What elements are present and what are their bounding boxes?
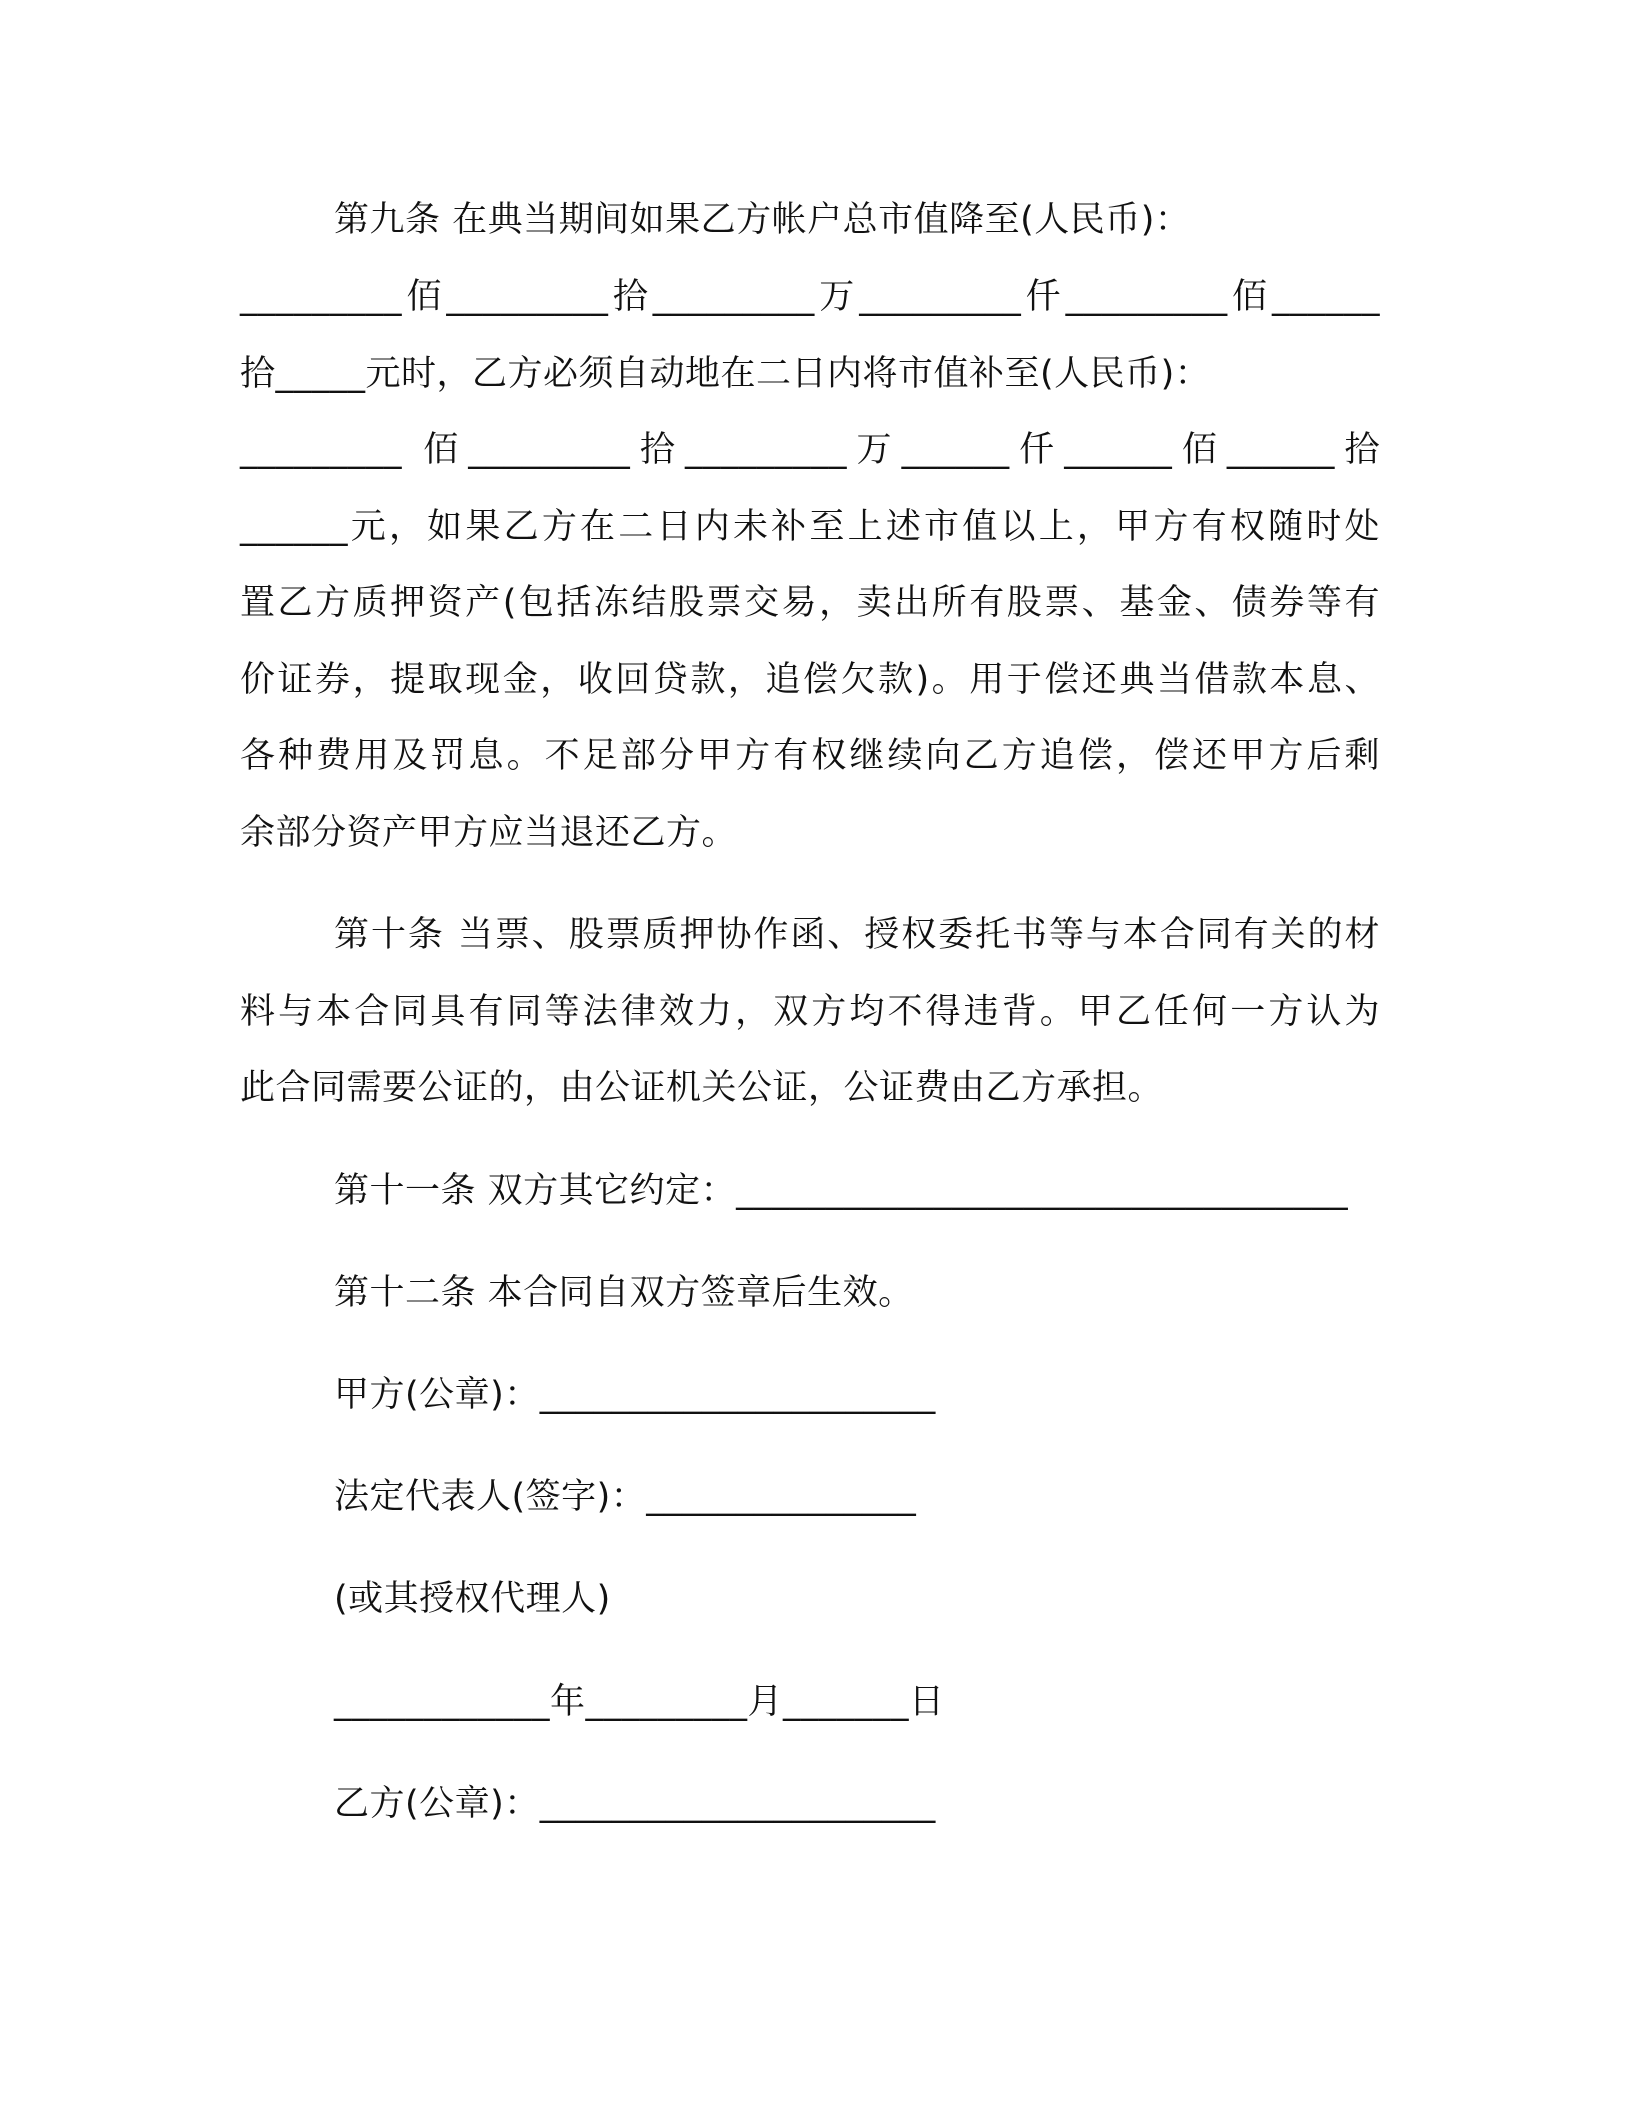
article-9-line-4: _________ 佰_________拾_________万______仟______佰______拾 bbox=[240, 430, 1380, 470]
legal-representative-signature: 法定代表人(签字)：_______________ bbox=[334, 1477, 917, 1517]
signing-date: ____________年_________月_______日 bbox=[334, 1682, 945, 1722]
article-10-line-2: 料与本合同具有同等法律效力，双方均不得违背。甲乙任何一方认为 bbox=[240, 992, 1380, 1032]
article-9-line-5: ______元，如果乙方在二日内未补至上述市值以上，甲方有权随时处 bbox=[240, 507, 1380, 547]
authorized-agent-note: (或其授权代理人) bbox=[334, 1579, 611, 1619]
article-9-line-2: _________佰_________拾_________万_________仟_________佰______ bbox=[240, 277, 1380, 317]
article-9-line-8: 各种费用及罚息。不足部分甲方有权继续向乙方追偿，偿还甲方后剩 bbox=[240, 736, 1380, 776]
party-b-seal: 乙方(公章)：______________________ bbox=[334, 1784, 936, 1824]
article-9-line-9: 余部分资产甲方应当退还乙方。 bbox=[240, 813, 738, 853]
article-11: 第十一条 双方其它约定：__________________________________ bbox=[334, 1171, 1349, 1211]
article-9-line-1: 第九条 在典当期间如果乙方帐户总市值降至(人民币)： bbox=[334, 200, 1191, 240]
article-9-line-7: 价证券，提取现金，收回贷款，追偿欠款)。用于偿还典当借款本息、 bbox=[240, 660, 1380, 700]
party-a-seal: 甲方(公章)：______________________ bbox=[334, 1375, 936, 1415]
article-12: 第十二条 本合同自双方签章后生效。 bbox=[334, 1273, 914, 1313]
article-10-line-3: 此合同需要公证的，由公证机关公证，公证费由乙方承担。 bbox=[240, 1068, 1164, 1108]
article-10-line-1: 第十条 当票、股票质押协作函、授权委托书等与本合同有关的材 bbox=[334, 915, 1380, 955]
article-9-line-6: 置乙方质押资产(包括冻结股票交易，卖出所有股票、基金、债券等有 bbox=[240, 583, 1380, 623]
article-9-line-3: 拾_____元时，乙方必须自动地在二日内将市值补至(人民币)： bbox=[240, 354, 1211, 394]
